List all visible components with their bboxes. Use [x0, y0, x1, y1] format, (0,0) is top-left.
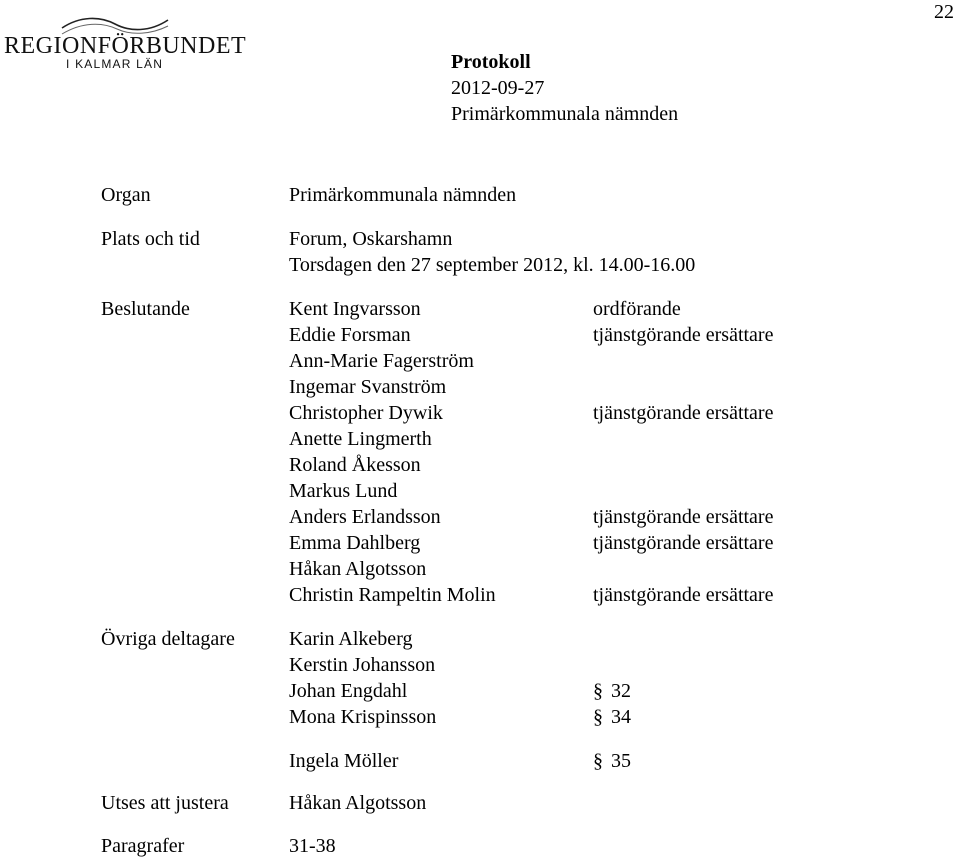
member-name: Christopher Dywik	[289, 402, 443, 424]
document-title: Protokoll	[451, 51, 531, 73]
document-date: 2012-09-27	[451, 77, 545, 99]
regionforbundet-logo	[4, 14, 247, 71]
participant-name: Karin Alkeberg	[289, 628, 413, 650]
participant-section	[593, 679, 631, 703]
time-value: Torsdagen den 27 september 2012, kl. 14.00-16.00	[289, 254, 696, 276]
section-sign-icon: §	[593, 750, 603, 772]
paragraphs-value: 31-38	[289, 835, 336, 857]
place-value: Forum, Oskarshamn	[289, 228, 453, 250]
participant-section	[593, 749, 631, 773]
member-role: ordförande	[593, 298, 681, 320]
member-name: Roland Åkesson	[289, 454, 421, 476]
organ-label: Organ	[101, 184, 151, 206]
member-name: Kent Ingvarsson	[289, 298, 421, 320]
member-name: Markus Lund	[289, 480, 398, 502]
section-sign-icon: §	[593, 706, 603, 728]
member-name: Emma Dahlberg	[289, 532, 421, 554]
member-role: tjänstgörande ersättare	[593, 402, 774, 424]
participant-name: Ingela Möller	[289, 750, 399, 772]
participant-name: Kerstin Johansson	[289, 654, 436, 676]
logo-sub-text: I KALMAR LÄN	[66, 57, 164, 71]
member-name: Håkan Algotsson	[289, 558, 427, 580]
other-participants-label: Övriga deltagare	[101, 628, 235, 650]
decision-makers-label: Beslutande	[101, 298, 190, 320]
member-name: Christin Rampeltin Molin	[289, 584, 496, 606]
section-sign-icon: §	[593, 680, 603, 702]
member-name: Ann-Marie Fagerström	[289, 350, 474, 372]
adjuster-label: Utses att justera	[101, 792, 229, 814]
document-committee: Primärkommunala nämnden	[451, 103, 679, 125]
participant-name: Johan Engdahl	[289, 680, 408, 702]
page-number: 22	[934, 1, 954, 23]
member-role: tjänstgörande ersättare	[593, 532, 774, 554]
member-name: Anette Lingmerth	[289, 428, 432, 450]
member-role: tjänstgörande ersättare	[593, 506, 774, 528]
member-name: Ingemar Svanström	[289, 376, 447, 398]
organ-value: Primärkommunala nämnden	[289, 184, 517, 206]
place-time-label: Plats och tid	[101, 228, 200, 250]
member-name: Eddie Forsman	[289, 324, 411, 346]
member-role: tjänstgörande ersättare	[593, 584, 774, 606]
section-number: 32	[611, 680, 631, 702]
participant-name: Mona Krispinsson	[289, 706, 437, 728]
member-name: Anders Erlandsson	[289, 506, 441, 528]
member-role: tjänstgörande ersättare	[593, 324, 774, 346]
logo-main-text: REGIONFÖRBUNDET	[4, 33, 247, 59]
paragraphs-label: Paragrafer	[101, 835, 185, 857]
adjuster-value: Håkan Algotsson	[289, 792, 427, 814]
participant-section	[593, 705, 631, 729]
section-number: 35	[611, 750, 631, 772]
section-number: 34	[611, 706, 631, 728]
